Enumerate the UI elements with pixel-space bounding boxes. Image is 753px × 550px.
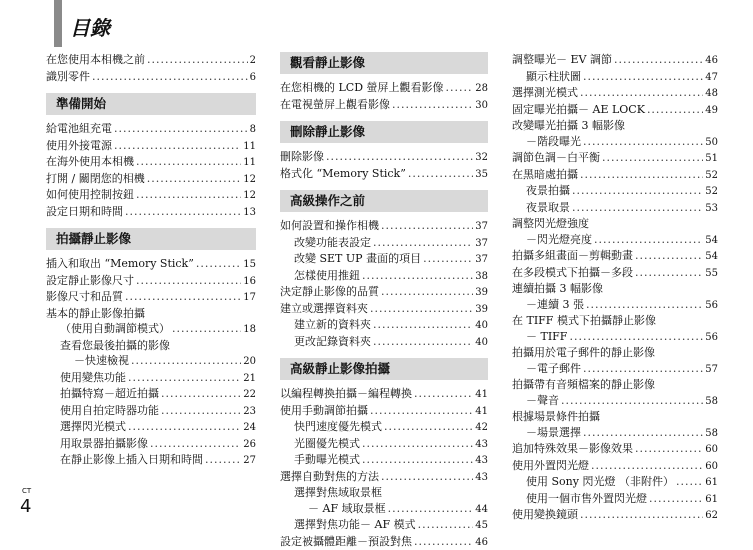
toc-entry[interactable]: 改變曝光拍攝 3 幅影像 (512, 118, 718, 134)
toc-entry[interactable]: 在 TIFF 模式下拍攝靜止影像 (512, 313, 718, 329)
toc-entry[interactable]: 在多段模式下拍攝－多段 ..... 55 (512, 265, 718, 282)
toc-entry[interactable]: 使用外置閃光燈 ..... 60 (512, 458, 718, 475)
toc-entry[interactable]: 使用一個市售外置閃光燈 ..... 61 (512, 491, 718, 508)
toc-column-1 (46, 52, 256, 469)
toc-entry[interactable]: 在電視螢屏上觀看影像 ..... 30 (280, 97, 488, 114)
toc-entry[interactable]: 更改記錄資料夾 ..... 40 (280, 334, 488, 351)
toc-entry[interactable]: 改變 SET UP 畫面的項目 ..... 37 (280, 251, 488, 268)
toc-entry[interactable]: 影像尺寸和品質 ..... 17 (46, 289, 256, 306)
toc-entry[interactable]: 使用外接電源 ..... 11 (46, 138, 256, 155)
section-heading: 觀看靜止影像 (280, 52, 488, 74)
toc-entry[interactable]: 夜景取景 ..... 53 (512, 200, 718, 217)
toc-entry[interactable]: 光圈優先模式 ..... 43 (280, 436, 488, 453)
toc-entry[interactable]: 固定曝光拍攝－ AE LOCK ..... 49 (512, 102, 718, 119)
toc-entry[interactable]: 基本的靜止影像拍攝 (46, 306, 256, 322)
toc-entry[interactable]: 決定靜止影像的品質 ..... 39 (280, 284, 488, 301)
toc-entry[interactable]: 設定日期和時間 ..... 13 (46, 204, 256, 221)
toc-entry[interactable]: 使用手動調節拍攝 ..... 41 (280, 403, 488, 420)
section-heading: 高級靜止影像拍攝 (280, 358, 488, 380)
toc-entry[interactable]: 在您使用本相機之前 ..... 2 (46, 52, 256, 69)
toc-entry[interactable]: 調整閃光燈強度 (512, 216, 718, 232)
toc-entry[interactable]: 改變功能表設定 ..... 37 (280, 235, 488, 252)
toc-column-2 (280, 52, 488, 550)
toc-entry[interactable]: 用取景器拍攝影像 ..... 26 (46, 436, 256, 453)
toc-entry[interactable]: 追加特殊效果－影像效果 ..... 60 (512, 441, 718, 458)
toc-entry[interactable]: 拍攝特寫－超近拍攝 ..... 22 (46, 386, 256, 403)
section-heading: 刪除靜止影像 (280, 121, 488, 143)
section-heading: 高級操作之前 (280, 190, 488, 212)
toc-entry[interactable]: 拍攝多組畫面－剪輯動畫 ..... 54 (512, 248, 718, 265)
toc-entry[interactable]: 在黑暗處拍攝 ..... 52 (512, 167, 718, 184)
page-language-label: CT (22, 487, 31, 495)
toc-entry[interactable]: 連續拍攝 3 幅影像 (512, 281, 718, 297)
toc-entry[interactable]: 調整曝光－ EV 調節 ..... 46 (512, 52, 718, 69)
toc-entry[interactable]: 根據場景條件拍攝 (512, 409, 718, 425)
section-heading: 準備開始 (46, 93, 256, 115)
toc-entry[interactable]: 使用變焦功能 ..... 21 (46, 370, 256, 387)
toc-entry[interactable]: 建立或選擇資料夾 ..... 39 (280, 301, 488, 318)
toc-entry[interactable]: 查看您最後拍攝的影像 (46, 338, 256, 354)
toc-entry[interactable]: 拍攝帶有音頻檔案的靜止影像 (512, 377, 718, 393)
toc-entry[interactable]: 顯示柱狀圖 ..... 47 (512, 69, 718, 86)
toc-entry[interactable]: 選擇對焦域取景框 (280, 485, 488, 501)
toc-entry[interactable]: 快門速度優先模式 ..... 42 (280, 419, 488, 436)
toc-entry[interactable]: 拍攝用於電子郵件的靜止影像 (512, 345, 718, 361)
toc-entry[interactable]: －聲音 ..... 58 (512, 393, 718, 410)
toc-entry[interactable]: 使用變換鏡頭 ..... 62 (512, 507, 718, 524)
toc-entry[interactable]: 選擇對焦功能－ AF 模式 ..... 45 (280, 517, 488, 534)
toc-entry[interactable]: 在靜止影像上插入日期和時間 ..... 27 (46, 452, 256, 469)
toc-entry[interactable]: 刪除影像 ..... 32 (280, 149, 488, 166)
toc-entry[interactable]: －連續 3 張 ..... 56 (512, 297, 718, 314)
toc-entry[interactable]: 在海外使用本相機 ..... 11 (46, 154, 256, 171)
toc-entry[interactable]: 選擇自動對焦的方法 ..... 43 (280, 469, 488, 486)
toc-entry[interactable]: 設定靜止影像尺寸 ..... 16 (46, 273, 256, 290)
toc-entry[interactable]: －階段曝光 ..... 50 (512, 134, 718, 151)
toc-entry[interactable]: 建立新的資料夾 ..... 40 (280, 317, 488, 334)
toc-column-3 (512, 52, 718, 524)
toc-entry[interactable]: 以編程轉換拍攝－編程轉換 ..... 41 (280, 386, 488, 403)
toc-entry[interactable]: 插入和取出 “Memory Stick” ..... 15 (46, 256, 256, 273)
toc-entry[interactable]: 使用自拍定時器功能 ..... 23 (46, 403, 256, 420)
toc-entry[interactable]: （使用自動調節模式） ..... 18 (46, 321, 256, 338)
toc-entry[interactable]: 調節色調－白平衡 ..... 51 (512, 150, 718, 167)
toc-entry[interactable]: －場景選擇 ..... 58 (512, 425, 718, 442)
toc-entry[interactable]: 設定被攝體距離－預設對焦 ..... 46 (280, 534, 488, 550)
toc-entry[interactable]: 打開 / 關閉您的相機 ..... 12 (46, 171, 256, 188)
toc-entry[interactable]: 格式化 “Memory Stick” ..... 35 (280, 166, 488, 183)
toc-entry[interactable]: － AF 域取景框 ..... 44 (280, 501, 488, 518)
toc-entry[interactable]: －快速檢視 ..... 20 (46, 353, 256, 370)
toc-entry[interactable]: 使用 Sony 閃光燈 （非附件） ..... 61 (512, 474, 718, 491)
toc-entry[interactable]: 如何設置和操作相機 ..... 37 (280, 218, 488, 235)
toc-entry[interactable]: 夜景拍攝 ..... 52 (512, 183, 718, 200)
toc-entry[interactable]: 選擇測光模式 ..... 48 (512, 85, 718, 102)
page-number: 4 (20, 496, 31, 517)
title-bar-accent (54, 0, 62, 47)
toc-entry[interactable]: 如何使用控制按鈕 ..... 12 (46, 187, 256, 204)
toc-entry[interactable]: －電子郵件 ..... 57 (512, 361, 718, 378)
page-title: 目錄 (70, 12, 110, 41)
toc-entry[interactable]: 識別零件 ..... 6 (46, 69, 256, 86)
toc-entry[interactable]: 選擇閃光模式 ..... 24 (46, 419, 256, 436)
toc-entry[interactable]: 給電池組充電 ..... 8 (46, 121, 256, 138)
section-heading: 拍攝靜止影像 (46, 228, 256, 250)
toc-entry[interactable]: 在您相機的 LCD 螢屏上觀看影像 ..... 28 (280, 80, 488, 97)
toc-entry[interactable]: 手動曝光模式 ..... 43 (280, 452, 488, 469)
toc-entry[interactable]: － TIFF ..... 56 (512, 329, 718, 346)
toc-entry[interactable]: 怎樣使用推鈕 ..... 38 (280, 268, 488, 285)
toc-entry[interactable]: －閃光燈亮度 ..... 54 (512, 232, 718, 249)
